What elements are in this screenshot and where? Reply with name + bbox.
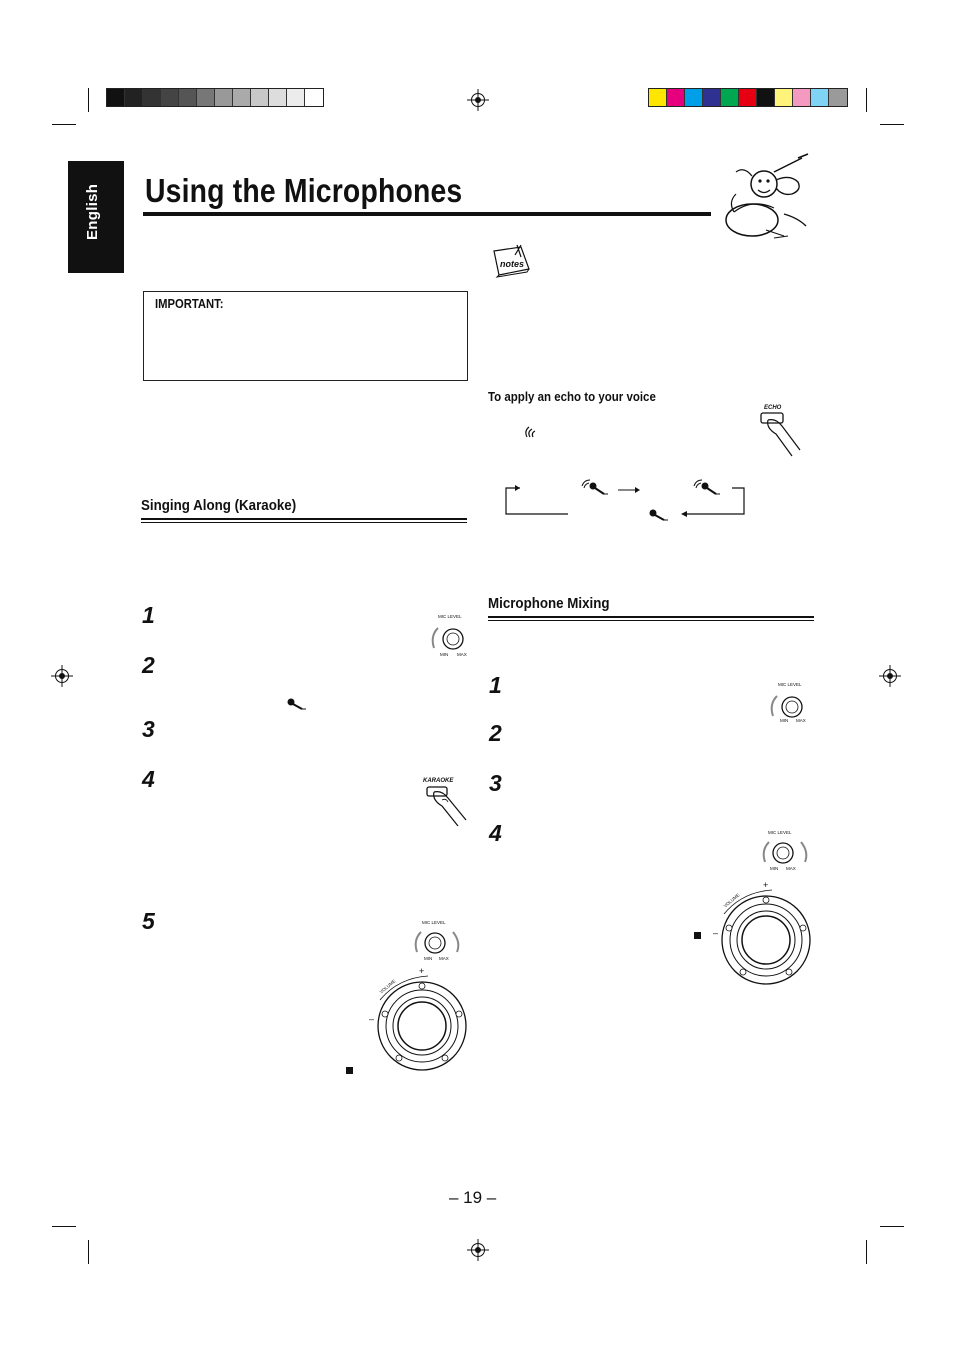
volume-plus-label: + xyxy=(419,966,425,976)
color-swatch xyxy=(215,89,233,106)
volume-label: VOLUME xyxy=(722,892,741,909)
color-swatch xyxy=(107,89,125,106)
min-label: MIN xyxy=(440,652,449,657)
color-swatch xyxy=(829,89,847,106)
volume-minus-label: – xyxy=(369,1014,375,1024)
mic-level-knob-icon xyxy=(420,612,470,658)
notes-icon xyxy=(491,243,533,279)
step-number: 2 xyxy=(142,652,155,678)
color-swatch xyxy=(649,89,667,106)
mic-level-knob-icon xyxy=(764,680,814,726)
section-heading-karaoke: Singing Along (Karaoke) xyxy=(141,498,297,514)
svg-text:notes: notes xyxy=(500,259,525,269)
echo-button-label: ECHO xyxy=(764,405,782,411)
mic-level-knob-icon xyxy=(756,828,814,874)
section-rule xyxy=(141,522,467,523)
color-swatch xyxy=(269,89,287,106)
color-swatch xyxy=(179,89,197,106)
registration-mark-icon xyxy=(51,665,73,687)
crop-mark xyxy=(866,1240,867,1264)
color-swatch xyxy=(739,89,757,106)
volume-plus-label: + xyxy=(763,880,769,890)
finger-press-icon xyxy=(756,404,806,460)
microphone-icon xyxy=(580,478,610,498)
step-number: 1 xyxy=(142,602,155,628)
volume-knob-icon xyxy=(708,880,814,990)
echo-heading: To apply an echo to your voice xyxy=(488,390,656,404)
volume-knob-icon xyxy=(364,966,470,1076)
color-swatch xyxy=(793,89,811,106)
color-swatch xyxy=(125,89,143,106)
karaoke-button-label: KARAOKE xyxy=(423,778,454,784)
min-label: MIN xyxy=(770,866,779,871)
color-swatch xyxy=(667,89,685,106)
max-label: MAX xyxy=(457,652,467,657)
finger-press-icon xyxy=(418,778,470,828)
color-swatch xyxy=(811,89,829,106)
page-title: Using the Microphones xyxy=(145,172,463,209)
section-rule xyxy=(141,518,467,520)
crop-mark xyxy=(880,1226,904,1227)
stop-square-icon xyxy=(694,932,701,939)
color-swatch xyxy=(233,89,251,106)
max-label: MAX xyxy=(439,956,449,961)
crop-mark xyxy=(52,124,76,125)
important-label: IMPORTANT: xyxy=(155,297,224,311)
min-label: MIN xyxy=(424,956,433,961)
section-heading-mic-mixing: Microphone Mixing xyxy=(488,596,610,612)
microphone-icon xyxy=(692,478,722,498)
color-swatch xyxy=(721,89,739,106)
page-number: – 19 – xyxy=(449,1188,497,1207)
color-swatch xyxy=(757,89,775,106)
color-swatch xyxy=(685,89,703,106)
step-number: 4 xyxy=(489,820,502,846)
microphone-icon xyxy=(286,697,308,711)
crop-mark xyxy=(880,124,904,125)
max-label: MAX xyxy=(796,718,806,723)
microphone-icon xyxy=(648,508,672,524)
language-tab-label: English xyxy=(84,183,101,240)
min-label: MIN xyxy=(780,718,789,723)
color-swatch xyxy=(305,89,323,106)
stop-square-icon xyxy=(346,1067,353,1074)
color-swatch xyxy=(775,89,793,106)
echo-button-illustration xyxy=(756,404,806,460)
echo-wave-icon xyxy=(523,425,537,439)
crop-mark xyxy=(88,1240,89,1264)
mic-level-knob-icon xyxy=(408,918,466,964)
volume-minus-label: – xyxy=(713,928,719,938)
mic-level-label: MIC LEVEL xyxy=(768,830,792,835)
step-number: 3 xyxy=(489,770,502,796)
crop-mark xyxy=(866,88,867,112)
color-swatch xyxy=(143,89,161,106)
karaoke-button-illustration xyxy=(418,778,470,828)
registration-mark-icon xyxy=(467,1239,489,1261)
section-rule xyxy=(488,616,814,618)
step-number: 2 xyxy=(489,720,502,746)
grayscale-calibration-bar xyxy=(106,88,324,107)
color-swatch xyxy=(287,89,305,106)
color-swatch xyxy=(251,89,269,106)
mic-level-label: MIC LEVEL xyxy=(438,614,462,619)
color-swatch xyxy=(197,89,215,106)
crop-mark xyxy=(88,88,89,112)
mic-level-label: MIC LEVEL xyxy=(778,682,802,687)
registration-mark-icon xyxy=(879,665,901,687)
mic-level-label: MIC LEVEL xyxy=(422,920,446,925)
violinist-illustration xyxy=(714,150,816,242)
color-swatch xyxy=(161,89,179,106)
crop-mark xyxy=(52,1226,76,1227)
step-number: 3 xyxy=(142,716,155,742)
color-calibration-bar xyxy=(648,88,848,107)
title-rule xyxy=(143,212,711,216)
step-number: 5 xyxy=(142,908,155,934)
section-rule xyxy=(488,620,814,621)
color-swatch xyxy=(703,89,721,106)
step-number: 4 xyxy=(142,766,155,792)
registration-mark-icon xyxy=(467,89,489,111)
max-label: MAX xyxy=(786,866,796,871)
step-number: 1 xyxy=(489,672,502,698)
volume-label: VOLUME xyxy=(378,978,397,995)
